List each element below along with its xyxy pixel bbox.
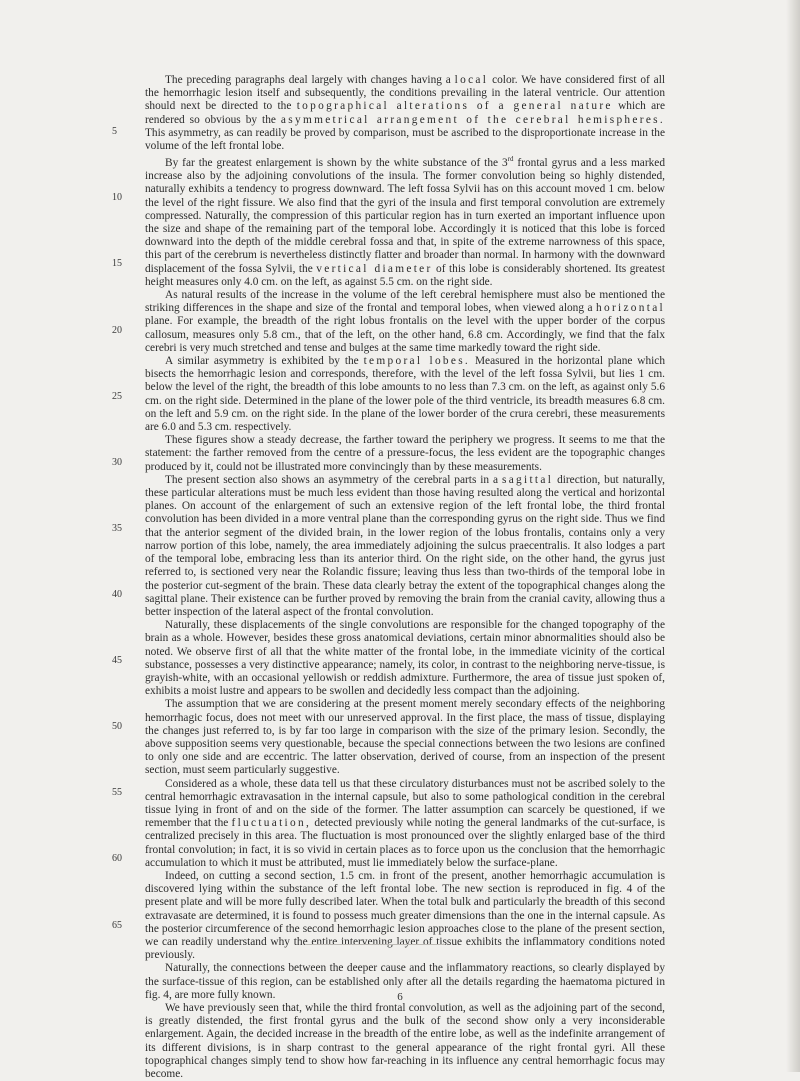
line-number: 40 [112,589,122,600]
paragraph-conclusion: We have previously seen that, while the third frontal convolution, as well as the adjoining part of the second, is greatly distended, the first frontal gyrus and the bulk of the second show only a very inconsiderable enlargement. Again, the decided increase in the breadth of the entire lobe, as well as the indefinite arrangement of its different divisions, is in sharp contrast to the general appearance of the right frontal gyri. All these topographical changes simply tend to show how far-reaching in its influence any central hemorrhagic focus may become. [145,1002,665,1081]
line-number: 50 [112,721,122,732]
paragraph-local-color: The preceding paragraphs deal largely with changes having a local color. We have considered first of all the hemorrhagic lesion itself and subsequently, the conditions prevailing in the lateral ventricle. Our attention should next be directed to the topographical alterations of a general nature which are rendered so obvious by the asymmetrical arrangement of the cerebral hemispheres. This asymmetry, as can readily be proved by comparison, must be ascribed to the disproportionate increase in the volume of the left frontal lobe. [145,74,666,153]
page-edge-shadow [786,0,800,1072]
body-text [145,74,665,1081]
line-number: 5 [112,126,117,137]
paragraph-whole: Considered as a whole, these data tell us that these circulatory disturbances must not be ascribed solely to the central hemorrhagic extravasation in the internal capsule, but also to some pathological condition in the cerebral tissue lying in front of and on the side of the former. The latter assumption can scarcely be questioned, if we remember that the fluctuation, detected previously while noting the general landmarks of the cut-surface, is centralized precisely in this area. The fluctuation is most pronounced over the slightly enlarged base of the third frontal convolution; in fact, it is so vivid in certain places as to force upon us the conclusion that the hemorrhagic accumulation to which it must be attributed, must lie immediately below the surface-plane. [145,777,665,869]
line-number: 45 [112,655,122,666]
footer-rule [305,944,445,945]
page-number: 6 [397,991,403,1003]
line-number: 35 [112,523,122,534]
paragraph-sagittal: The present section also shows an asymmetry of the cerebral parts in a sagittal direction, but naturally, these particular alterations must be much less evident than those having resulted along the vertical and horizontal planes. On account of the enlargement of such an extensive region of the left frontal lobe, the third frontal convolution has been divided in a more ventral plane than the corresponding gyrus on the right side. Thus we find that the anterior segment of the divided brain, in the lower region of the lobus frontalis, contains only a very narrow portion of this lobe, namely, the area immediately adjoining the sulcus praecentralis. It also lodges a part of the temporal lobe, embracing less than its anterior third. On the right side, on the other hand, the gyrus just referred to, is sectioned very near the Rolandic fissure; leaving thus less than two-thirds of the temporal lobe in the posterior cut-segment of the brain. These data clearly betray the extent of the topographical changes along the sagittal plane. Their existence can be further proved by removing the brain from the cranial cavity, allowing thus a better inspection of the lateral aspect of the frontal convolution. [145,473,665,618]
paragraph-second-section: Indeed, on cutting a second section, 1.5 cm. in front of the present, another hemorrhagic accumulation is discovered lying within the substance of the left frontal lobe. The new section is reproduced in fig. 4 of the present plate and will be more fully described later. When the total bulk and particularly the breadth of this second extravasate are determined, it is found to possess much greater dimensions than the one in the internal capsule. As the posterior circumference of the second hemorrhagic lesion approaches close to the plane of the present section, we can readily understand why the entire intervening layer of tissue exhibits the inflammatory conditions noted previously. [145,869,665,962]
paragraph-connections: Naturally, the connections between the deeper cause and the inflammatory reactions, so clearly displayed by the surface-tissue of this region, can be established only after all the details regarding the haematoma pictured in fig. 4, are more fully known. [145,962,665,1001]
paragraph-displacements: Naturally, these displacements of the single convolutions are responsible for the changed topography of the brain as a whole. However, besides these gross anatomical deviations, certain minor abnormalities should also be noted. We observe first of all that the white matter of the frontal lobe, in the immediate vicinity of the cortical substance, possesses a very distinctive appearance; namely, its color, in contrast to the neighboring nerve-tissue, is grayish-white, with an occasional yellowish or reddish admixture. Furthermore, the area of tissue just spoken of, exhibits a moist lustre and appears to be swollen and decidedly less compact than the adjoining. [145,619,665,698]
line-number: 15 [112,258,122,269]
paragraph-assumption: The assumption that we are considering at the present moment merely secondary effects of the neighboring hemorrhagic focus, does not meet with our unreserved approval. In the first place, the mass of tissue, displaying the changes just referred to, is by far too large in comparison with the size of the primary lesion. Secondly, the above supposition seems very questionable, because the special connections between the two lesions are confined to only one side and are eccentric. The latter observation, derived of course, from an inspection of the present section, must seem particularly suggestive. [145,698,665,777]
paragraph-frontal-gyrus: By far the greatest enlargement is shown by the white substance of the 3rd frontal gyrus and a less marked increase also by the adjoining convolutions of the insula. The former convolution being so highly distended, naturally exhibits a tendency to progress downward. The left fossa Sylvii has on this account moved 1 cm. below the level of the right fissure. We also find that the gyri of the insula and first temporal convolution are extremely compressed. Naturally, the compression of this particular region has in turn exerted an important influence upon the size and shape of the remaining part of the temporal lobe. Accordingly it is noticed that this lobe is forced downward into the depth of the middle cerebral fossa and that, in spite of the extreme narrowness of this space, this part of the cerebrum is nevertheless distinctly flatter and broader than normal. In harmony with the downward displacement of the fossa Sylvii, the vertical diameter of this lobe is considerably shortened. Its greatest height measures only 4.0 cm. on the left, as against 5.5 cm. on the right side. [145,155,666,288]
line-number: 55 [112,787,122,798]
paragraph-steady-decrease: These figures show a steady decrease, the farther toward the periphery we progress. It seems to me that the statement: the farther removed from the centre of a pressure-focus, the less evident are the topographic changes produced by it, could not be illustrated more convincingly than by these measurements. [145,434,665,473]
line-number: 10 [112,192,122,203]
paragraph-horizontal-plane: As natural results of the increase in the volume of the left cerebral hemisphere must also be mentioned the striking differences in the shape and size of the frontal and temporal lobes, when viewed along a horizontal plane. For example, the breadth of the right lobus frontalis on the level with the upper border of the corpus callosum, measures only 5.8 cm., that of the left, on the other hand, 6.8 cm. Accordingly, we find that the falx cerebri is very much stretched and tense and bulges at the same time markedly toward the right side. [145,289,665,354]
paragraph-temporal-lobes: A similar asymmetry is exhibited by the temporal lobes. Measured in the horizontal plane which bisects the hemorrhagic lesion and corresponds, therefore, with the level of the left fossa Sylvii, but lies 1 cm. below the level of the right, the breadth of this lobe amounts to no less than 7.3 cm. on the left, as against only 5.6 cm. on the right side. Determined in the plane of the lower pole of the third ventricle, its breadth measures 6.8 cm. on the left and 5.9 cm. on the right side. In the plane of the lower border of the crura cerebri, these measurements are 6.0 and 5.3 cm. respectively. [145,355,666,434]
line-number: 60 [112,853,122,864]
line-number: 65 [112,920,122,931]
line-number: 30 [112,457,122,468]
line-number: 25 [112,391,122,402]
line-number: 20 [112,325,122,336]
